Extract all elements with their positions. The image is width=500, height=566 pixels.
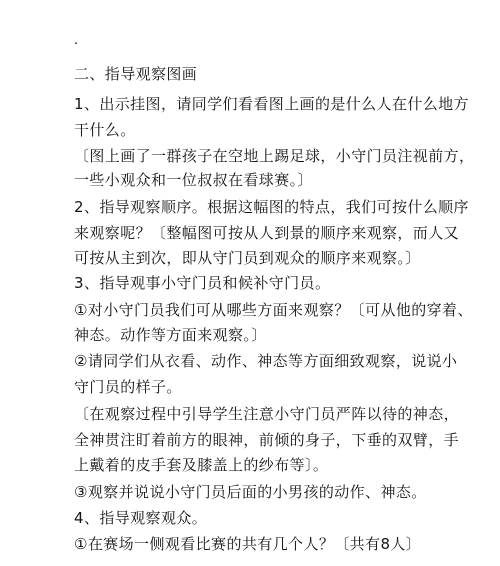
paragraph-line: 4、指导观察观众。 xyxy=(74,509,208,527)
paragraph-line: ③观察并说说小守门员后面的小男孩的动作、神态。 xyxy=(74,483,427,501)
paragraph-line: 3、指导观事小守门员和候补守门员。 xyxy=(74,274,331,292)
paragraph-line: 2、指导观察顺序。根据这幅图的特点，我们可按什么顺序 xyxy=(74,198,469,216)
section-heading: 二、指导观察图画 xyxy=(74,65,198,83)
paragraph-line: 1、出示挂图，请同学们看看图上画的是什么人在什么地方 xyxy=(74,95,469,113)
paragraph-line: 一些小观众和一位叔叔在看球赛。〕 xyxy=(74,171,313,189)
paragraph-line: 全神贯注盯着前方的眼神，前倾的身子，下垂的双臂，手 xyxy=(74,431,460,449)
paragraph-line: 可按从主到次，即从守门员到观众的顺序来观察。〕 xyxy=(74,249,421,267)
paragraph-line: 上戴着的皮手套及膝盖上的纱布等〕。 xyxy=(74,456,329,474)
paragraph-line: ①在赛场一侧观看比赛的共有几个人？〔共有8人〕 xyxy=(74,535,422,553)
paragraph-line: 神态。动作等方面来观察。〕 xyxy=(74,326,267,344)
leading-mark: . xyxy=(74,33,79,48)
paragraph-line: 守门员的样子。 xyxy=(74,378,182,396)
paragraph-line: ①对小守门员我们可从哪些方面来观察？〔可从他的穿着、 xyxy=(74,301,473,319)
paragraph-line: 来观察呢？〔整幅图可按从人到景的顺序来观察，而人又 xyxy=(74,224,460,242)
paragraph-line: 〔图上画了一群孩子在空地上踢足球，小守门员注视前方， xyxy=(74,147,475,165)
paragraph-line: 干什么。 xyxy=(74,121,136,139)
paragraph-line: ②请同学们从衣看、动作、神态等方面细致观察，说说小 xyxy=(74,352,458,370)
paragraph-line: 〔在观察过程中引导学生注意小守门员严阵以待的神态， xyxy=(74,405,460,423)
